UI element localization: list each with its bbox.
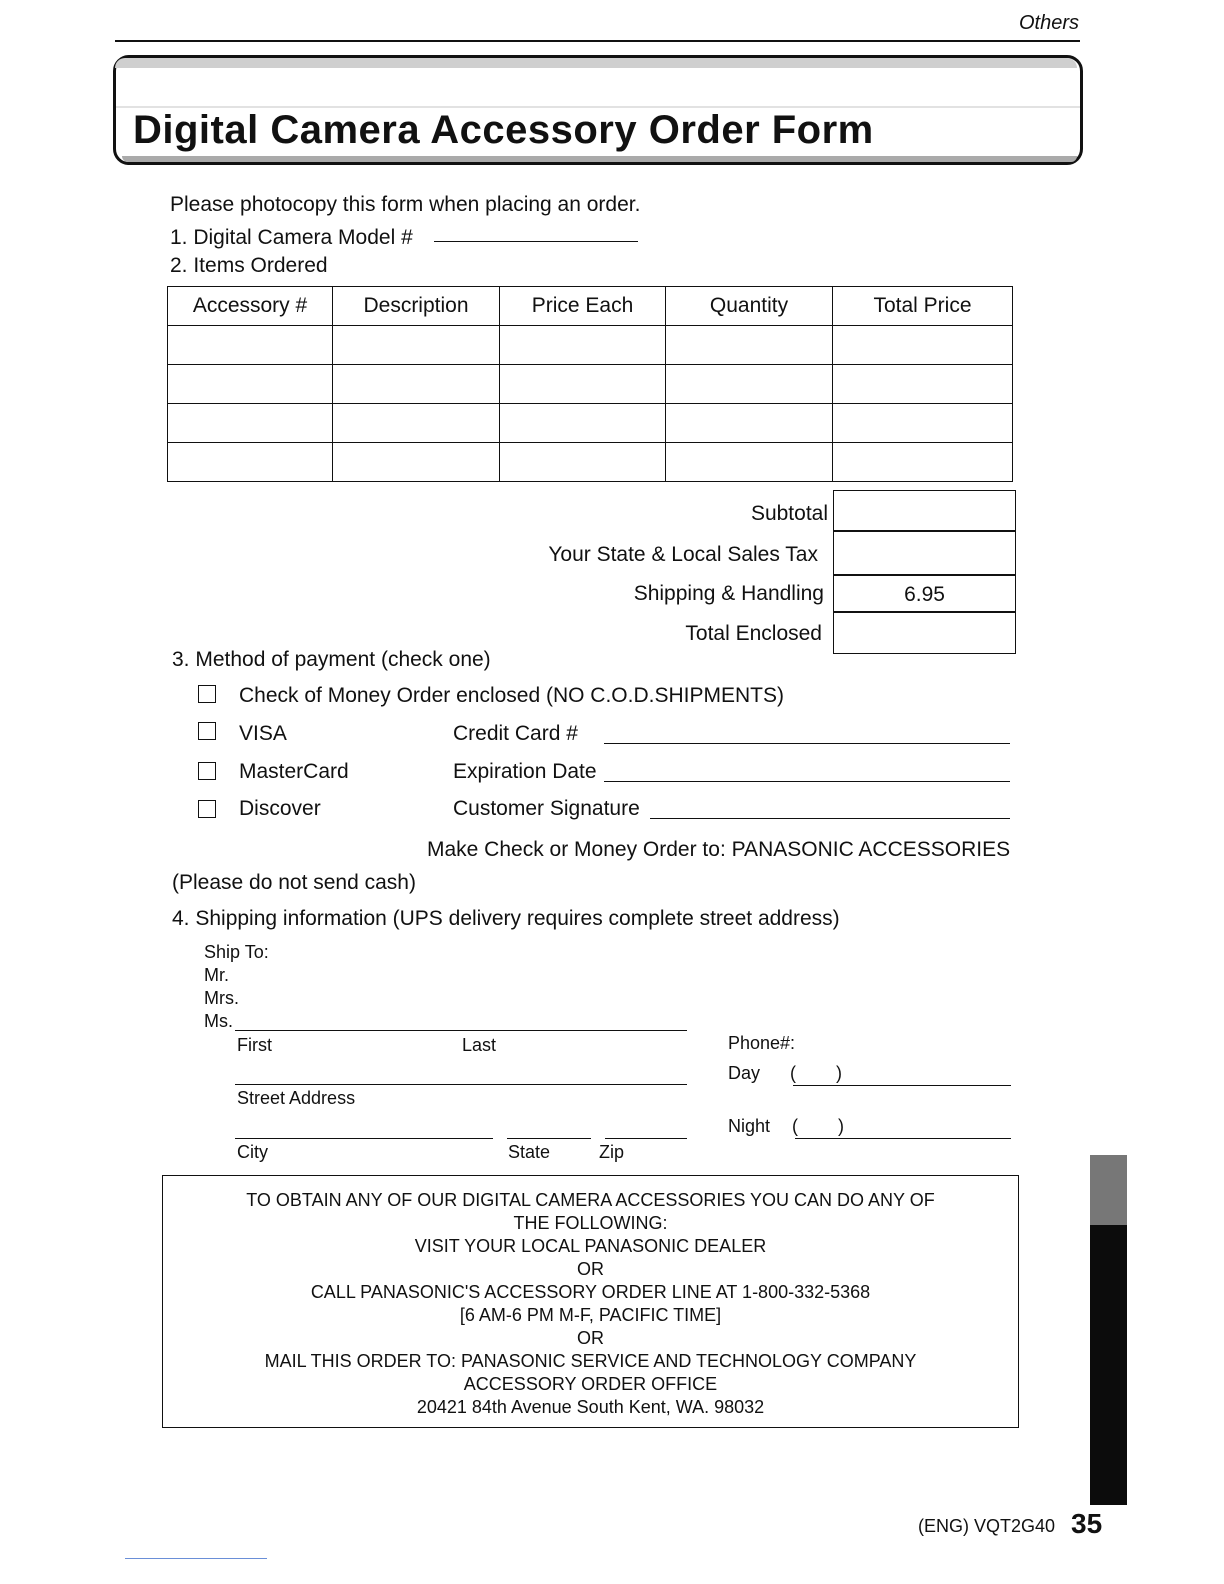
expiration-line[interactable] [604,781,1010,782]
cell-input[interactable] [833,443,1013,482]
day-label: Day [728,1063,761,1083]
cell-input[interactable] [500,326,666,365]
night-paren-close: ) [838,1116,844,1136]
header-quantity: Quantity [666,287,833,326]
signature-line[interactable] [650,818,1010,819]
mastercard-checkbox[interactable] [198,762,216,780]
header-rule [115,40,1080,42]
table-row [168,326,1013,365]
day-paren-close: ) [836,1063,842,1083]
ship-to-label: Ship To: [204,942,269,962]
card-number-label: Credit Card # [453,722,578,745]
total-enclosed-field[interactable] [833,611,1016,654]
title-shadow [122,156,1077,162]
info-line: MAIL THIS ORDER TO: PANASONIC SERVICE AND TECHNOLOGY COMPANY [264,1351,917,1371]
cell-input[interactable] [168,365,333,404]
footer-code: (ENG) VQT2G40 [918,1516,1056,1536]
model-input-line[interactable] [434,241,638,242]
info-line: 20421 84th Avenue South Kent, WA. 98032 [416,1397,765,1417]
order-table [167,286,1013,482]
cell-input[interactable] [833,326,1013,365]
info-line: THE FOLLOWING: [513,1213,668,1233]
info-line: VISIT YOUR LOCAL PANASONIC DEALER [414,1236,767,1256]
tax-label: Your State & Local Sales Tax [548,543,818,566]
mrs-label: Mrs. [204,988,239,1008]
expiration-label: Expiration Date [453,760,597,783]
check-label: Check of Money Order enclosed (NO C.O.D.SHIPMENTS) [239,684,784,707]
signature-label: Customer Signature [453,797,640,820]
city-label: City [237,1142,268,1162]
cell-input[interactable] [168,326,333,365]
ms-label: Ms. [204,1011,233,1031]
info-line: TO OBTAIN ANY OF OUR DIGITAL CAMERA ACCESSORIES YOU CAN DO ANY OF [246,1190,935,1210]
info-line: OR [577,1328,604,1348]
zip-line[interactable] [605,1138,687,1139]
info-line: ACCESSORY ORDER OFFICE [463,1374,718,1394]
cell-input[interactable] [168,404,333,443]
shipping-heading: 4. Shipping information (UPS delivery requires complete street address) [172,907,840,930]
cell-input[interactable] [666,365,833,404]
cell-input[interactable] [500,404,666,443]
street-line[interactable] [235,1084,687,1085]
title-band [115,58,1077,68]
cell-input[interactable] [500,365,666,404]
ordering-info-box [162,1175,1019,1428]
zip-label: Zip [599,1142,625,1162]
cell-input[interactable] [833,365,1013,404]
cell-input[interactable] [666,443,833,482]
city-line[interactable] [235,1138,493,1139]
payable-text: Make Check or Money Order to: PANASONIC ACCESSORIES [427,838,1011,861]
table-row [168,404,1013,443]
visa-label: VISA [239,722,287,745]
table-header-row [168,287,1013,326]
table-row [168,443,1013,482]
info-line: CALL PANASONIC'S ACCESSORY ORDER LINE AT 1-800-332-5368 [310,1282,871,1302]
page-title: Digital Camera Accessory Order Form [133,108,874,152]
header-accessory: Accessory # [168,287,333,326]
cell-input[interactable] [333,365,500,404]
day-phone-line[interactable] [793,1085,1011,1086]
discover-checkbox[interactable] [198,800,216,818]
night-phone-line[interactable] [795,1138,1011,1139]
state-label: State [508,1142,551,1162]
street-label: Street Address [237,1088,356,1108]
side-tab-highlight [1090,1155,1127,1225]
info-line: [6 AM-6 PM M-F, PACIFIC TIME] [459,1305,722,1325]
first-label: First [237,1035,272,1055]
cell-input[interactable] [333,443,500,482]
name-line[interactable] [235,1030,687,1031]
night-label: Night [728,1116,771,1136]
section-label: Others [1018,12,1079,34]
header-total-price: Total Price [833,287,1013,326]
no-cash-text: (Please do not send cash) [172,871,416,894]
cell-input[interactable] [333,404,500,443]
night-paren-open: ( [792,1116,798,1136]
cell-input[interactable] [500,443,666,482]
state-line[interactable] [507,1138,591,1139]
check-checkbox[interactable] [198,685,216,703]
cell-input[interactable] [666,326,833,365]
cell-input[interactable] [666,404,833,443]
visa-checkbox[interactable] [198,722,216,740]
table-row [168,365,1013,404]
model-label: 1. Digital Camera Model # [170,226,413,249]
tax-field[interactable] [833,530,1016,576]
shipping-label: Shipping & Handling [633,582,824,605]
header-description: Description [333,287,500,326]
mastercard-label: MasterCard [239,760,349,783]
info-line: OR [577,1259,604,1279]
shipping-field: 6.95 [833,574,1016,613]
day-paren-open: ( [790,1063,796,1083]
mr-label: Mr. [204,965,229,985]
total-enclosed-label: Total Enclosed [685,622,822,645]
phone-label: Phone#: [728,1033,796,1053]
cell-input[interactable] [833,404,1013,443]
discover-label: Discover [239,797,321,820]
subtotal-label: Subtotal [750,502,828,525]
cell-input[interactable] [333,326,500,365]
items-label: 2. Items Ordered [170,254,328,277]
page-number: 35 [1071,1508,1103,1539]
scan-line [125,1558,267,1559]
subtotal-field[interactable] [833,490,1016,532]
card-number-line[interactable] [604,743,1010,744]
header-price-each: Price Each [500,287,666,326]
last-label: Last [462,1035,497,1055]
intro-text: Please photocopy this form when placing an order. [170,193,641,216]
payment-heading: 3. Method of payment (check one) [172,648,491,671]
cell-input[interactable] [168,443,333,482]
